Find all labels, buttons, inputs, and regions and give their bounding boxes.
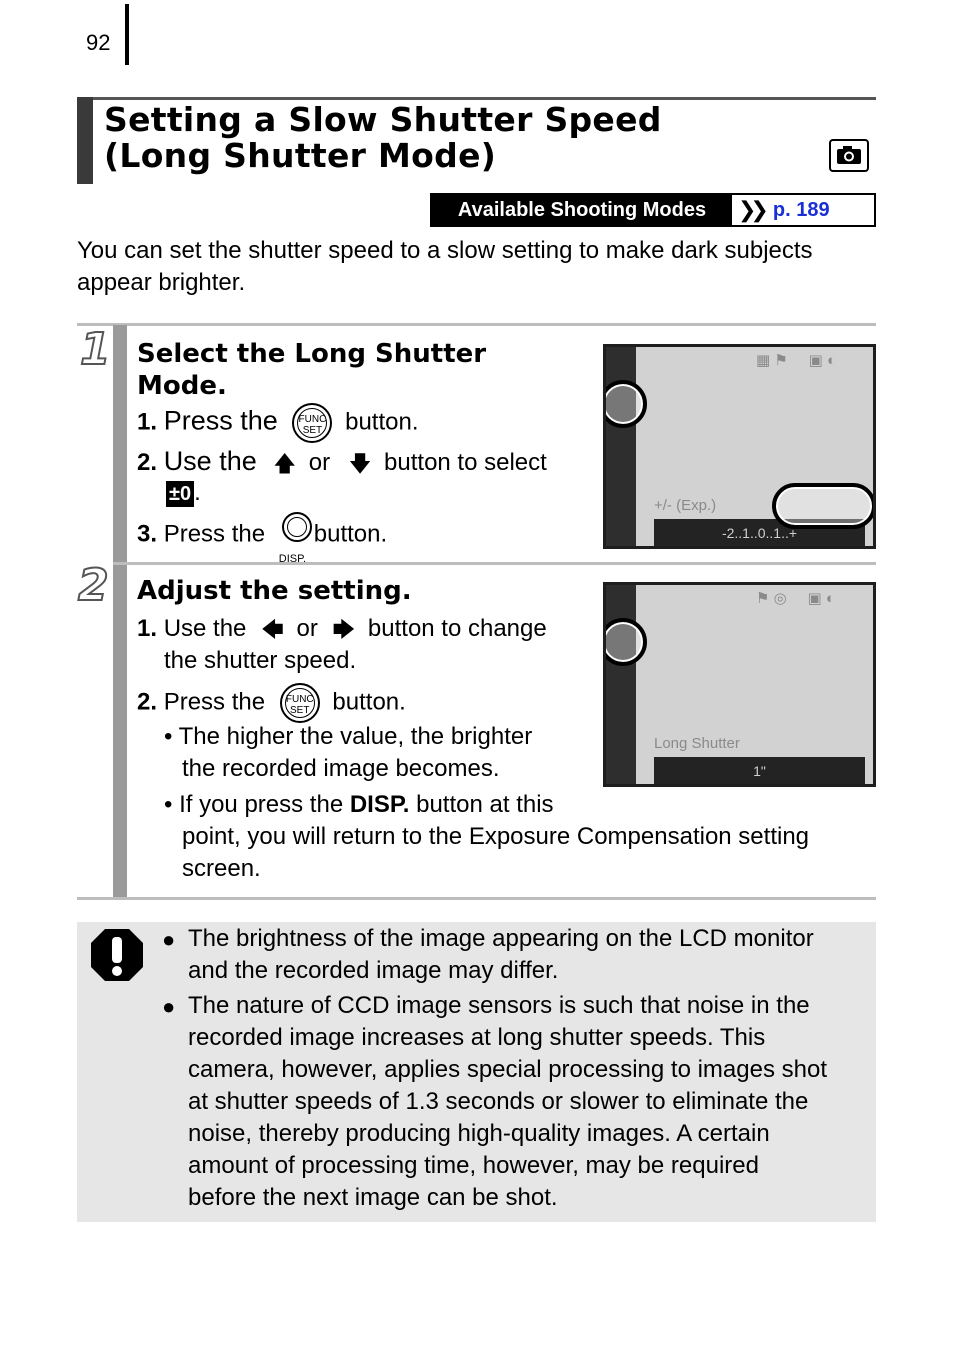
step-1-item-2-cont: ±0 . — [166, 477, 201, 509]
step-2-bullet-2-cont: point, you will return to the Exposure Compensation setting — [182, 823, 810, 850]
item-or: or — [296, 615, 318, 642]
lcd-status-icons: ▦ ⚑ ▣ ◐ — [756, 352, 837, 369]
step-2-item-1-cont: the shutter speed. — [164, 647, 357, 674]
disp-button-icon: DISP. — [280, 512, 314, 558]
lcd-long-shutter-label: Long Shutter — [654, 735, 740, 752]
steps-middle-rule — [113, 562, 876, 565]
steps-top-rule — [77, 323, 876, 326]
title-line-1: Setting a Slow Shutter Speed — [104, 100, 662, 139]
step-1-item-3 — [137, 512, 388, 565]
func-set-button-icon: FUNC SET — [292, 403, 332, 443]
step-1-number: 1 — [80, 324, 111, 375]
caution-item-2: The nature of CCD image sensors is such that noise in the recorded image increases at long shutter speeds. This camera, however, applies special processing to images shot at shutter speeds of 1.3 seconds or slower to eliminate the noise, thereby producing high-quality images. A certain amount of processing time, however, may be required before the next image can be shot. — [188, 992, 827, 1211]
disp-bold-label: DISP. — [349, 791, 410, 818]
steps-side-bar — [113, 325, 127, 898]
step-2-bullet-1: • The higher the value, the brighter — [164, 723, 533, 750]
lcd-exp-label: +/- (Exp.) — [654, 497, 717, 514]
right-arrow-icon: 🡆 — [332, 616, 356, 642]
lcd-exposure-scale: -2..1..0..1..+ — [654, 519, 865, 547]
item-or: or — [308, 449, 331, 476]
lcd-shutter-value: 1" — [654, 757, 865, 785]
left-arrow-icon: 🡄 — [261, 616, 284, 642]
func-set-button-icon: FUNC SET — [280, 683, 320, 723]
step-2-item-2 — [137, 683, 406, 723]
bullet-dot: ● — [162, 927, 176, 952]
step-2-item-1 — [137, 613, 547, 646]
up-arrow-icon: 🡅 — [273, 450, 297, 476]
lcd-menu-strip — [606, 585, 636, 784]
item-text: Press the — [163, 520, 266, 548]
step-2-bullet-1-cont: the recorded image becomes. — [182, 755, 500, 782]
page-reference-text[interactable]: p. 189 — [772, 198, 830, 221]
item-number: 1. — [137, 408, 158, 436]
title-bar — [77, 97, 93, 184]
caution-item-1: The brightness of the image appearing on the LCD monitor and the recorded image may differ. — [188, 925, 814, 984]
bullet-dot: ● — [162, 994, 176, 1019]
available-modes-label: Available Shooting Modes — [432, 195, 732, 225]
down-arrow-icon: 🡇 — [348, 450, 372, 476]
lcd-menu-strip — [606, 347, 636, 546]
item-text: Press the — [163, 688, 266, 716]
step-1-title: Select the Long Shutter Mode. — [137, 339, 487, 401]
item-text-end: button. — [332, 688, 406, 716]
page-title — [104, 102, 662, 174]
highlight-circle — [603, 380, 647, 428]
item-text-end: button to select — [384, 449, 547, 476]
page-number-rule — [125, 4, 129, 65]
step-1-item-2 — [137, 445, 547, 480]
step-2-number: 2 — [78, 560, 109, 611]
lcd-screenshot-exposure — [603, 344, 876, 549]
intro-paragraph: You can set the shutter speed to a slow setting to make dark subjects appear brighter. — [77, 237, 813, 296]
highlight-circle — [603, 618, 647, 666]
title-line-2: (Long Shutter Mode) — [104, 136, 497, 175]
lcd-status-icons: ⚑ ◎ ▣ ◐ — [756, 590, 835, 607]
item-text: Use the — [163, 446, 257, 476]
item-text-end: button. — [345, 408, 419, 436]
item-number: 2. — [137, 688, 158, 716]
lcd-screenshot-long-shutter — [603, 582, 876, 787]
item-text-end: button to change — [367, 615, 547, 642]
item-text: Use the — [163, 615, 247, 642]
available-modes-box — [430, 193, 876, 227]
step-1-item-1 — [137, 403, 419, 443]
double-chevron-icon: ❯❯ — [738, 197, 763, 222]
item-number: 3. — [137, 520, 158, 548]
exposure-compensation-icon: ±0 — [166, 481, 194, 507]
item-text-end: button. — [313, 520, 388, 548]
steps-bottom-rule — [77, 897, 876, 900]
page-number: 92 — [86, 30, 111, 55]
page-reference-link[interactable] — [732, 195, 830, 225]
highlight-oval — [772, 483, 876, 529]
step-2-bullet-2-end: screen. — [182, 855, 261, 882]
step-2-title: Adjust the setting. — [137, 576, 412, 606]
exclamation-icon — [89, 927, 145, 983]
step-2-bullet-2: • If you press the DISP. button at this — [164, 791, 554, 818]
item-number: 2. — [137, 449, 158, 476]
item-text: Press the — [163, 405, 278, 436]
camera-icon — [829, 139, 869, 172]
item-number: 1. — [137, 615, 158, 642]
